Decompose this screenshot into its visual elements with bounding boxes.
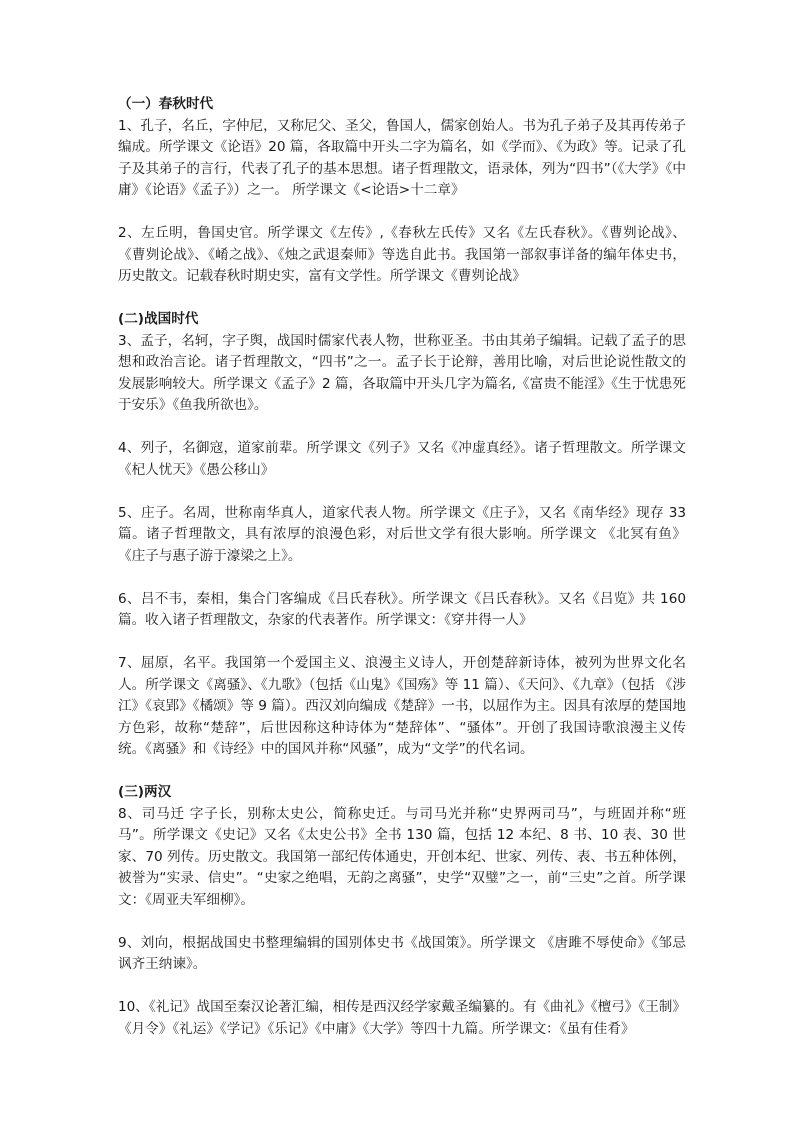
entry-mencius: 3、孟子，名轲，字子舆，战国时儒家代表人物，世称亚圣。书由其弟子编辑。记载了孟子的思想和政治言论。诸子哲理散文，“四书”之一。孟子长于论辩，善用比喻，对后世论说性散文的发展影响较大。所学课文《孟子》2 篇，各取篇中开头几字为篇名,《富贵不能淫》《生于忧患死于安乐》《鱼我所欲也》。 xyxy=(118,332,686,413)
entry-lu-buwei: 6、吕不韦，秦相，集合门客编成《吕氏春秋》。所学课文《吕氏春秋》。又名《吕览》共 160 篇。收入诸子哲理散文，杂家的代表著作。所学课文：《穿井得一人》 xyxy=(118,590,686,628)
document-page xyxy=(118,94,686,1040)
section-heading-warring-states: (二)战国时代 xyxy=(118,311,199,327)
spacer xyxy=(118,567,686,589)
entry-book-of-rites: 10、《礼记》战国至秦汉论著汇编，相传是西汉经学家戴圣编纂的。有《曲礼》《檀弓》《王制》《月令》《礼运》《学记》《乐记》《中庸》《大学》等四十九篇。所学课文：《虽有佳肴》 xyxy=(118,999,686,1037)
entry-confucius: 1、孔子，名丘，字仲尼，又称尼父、圣父，鲁国人，儒家创始人。书为孔子弟子及其再传弟子编成。所学课文《论语》20 篇，各取篇中开头二字为篇名，如《学而》、《为政》等。记录了孔子及其弟子的言行，代表了孔子的基本思想。诸子哲理散文，语录体，列为“四书”（《大学》《中庸》《论语》《孟子》）之一。 所学课文《<论语>十二章》 xyxy=(118,117,686,198)
entry-zhuangzi: 5、庄子。名周，世称南华真人，道家代表人物。所学课文《庄子》，又名《南华经》现存 33 篇。诸子哲理散文，具有浓厚的浪漫色彩，对后世文学有很大影响。所学课文 《北冥有鱼》《庄子与惠子游于濠梁之上》。 xyxy=(118,504,686,564)
section-heading-spring-autumn: （一）春秋时代 xyxy=(118,96,214,112)
entry-qu-yuan: 7、屈原，名平。我国第一个爱国主义、浪漫主义诗人，开创楚辞新诗体，被列为世界文化名人。所学课文《离骚》、《九歌》（包括《山鬼》《国殇》等 11 篇）、《天问》、《九章》（包括 《涉江》《哀郢》《橘颂》等 9 篇）。西汉刘向编成《楚辞》一书，以屈作为主。因具有浓厚的楚国地方色彩，故称“楚辞”，后世因称这种诗体为“楚辞体”、“骚体”。开创了我国诗歌浪漫主义传统。《离骚》和《诗经》中的国风并称“风骚”，成为“文学”的代名词。 xyxy=(118,655,686,757)
spacer xyxy=(118,481,686,503)
spacer xyxy=(118,911,686,933)
spacer xyxy=(118,632,686,654)
entry-liezi: 4、列子，名御寇，道家前辈。所学课文《列子》又名《冲虚真经》。诸子哲理散文。所学课文《杞人忧天》《愚公移山》 xyxy=(118,440,686,478)
section-heading-han: (三)两汉 xyxy=(118,784,172,800)
entry-sima-qian: 8、司马迁 字子长，别称太史公，简称史迁。与司马光并称“史界两司马”，与班固并称“班马”。所学课文《史记》又名《太史公书》全书 130 篇，包括 12 本纪、8 书、10 表、30 世家、70 列传。历史散文。我国第一部纪传体通史，开创本纪、世家、列传、表、书五种体例，被誉为“实录、信史”。“史家之绝唱，无韵之离骚”，史学“双璧”之一，前“三史”之首。所学课文：《周亚夫军细柳》。 xyxy=(118,805,686,908)
spacer xyxy=(118,976,686,998)
spacer xyxy=(118,417,686,439)
spacer xyxy=(118,761,686,783)
entry-zuo-qiuming: 2、左丘明，鲁国史官。所学课文《左传》,《春秋左氏传》又名《左氏春秋》。《曹刿论战》、《曹刿论战》、《崤之战》、《烛之武退秦师》等选自此书。我国第一部叙事详备的编年体史书，历史散文。记载春秋时期史实，富有文学性。所学课文《曹刿论战》 xyxy=(118,225,686,284)
spacer xyxy=(118,202,686,224)
spacer xyxy=(118,288,686,310)
entry-liu-xiang: 9、刘向，根据战国史书整理编辑的国别体史书《战国策》。所学课文 《唐雎不辱使命》《邹忌讽齐王纳谏》。 xyxy=(118,934,686,972)
